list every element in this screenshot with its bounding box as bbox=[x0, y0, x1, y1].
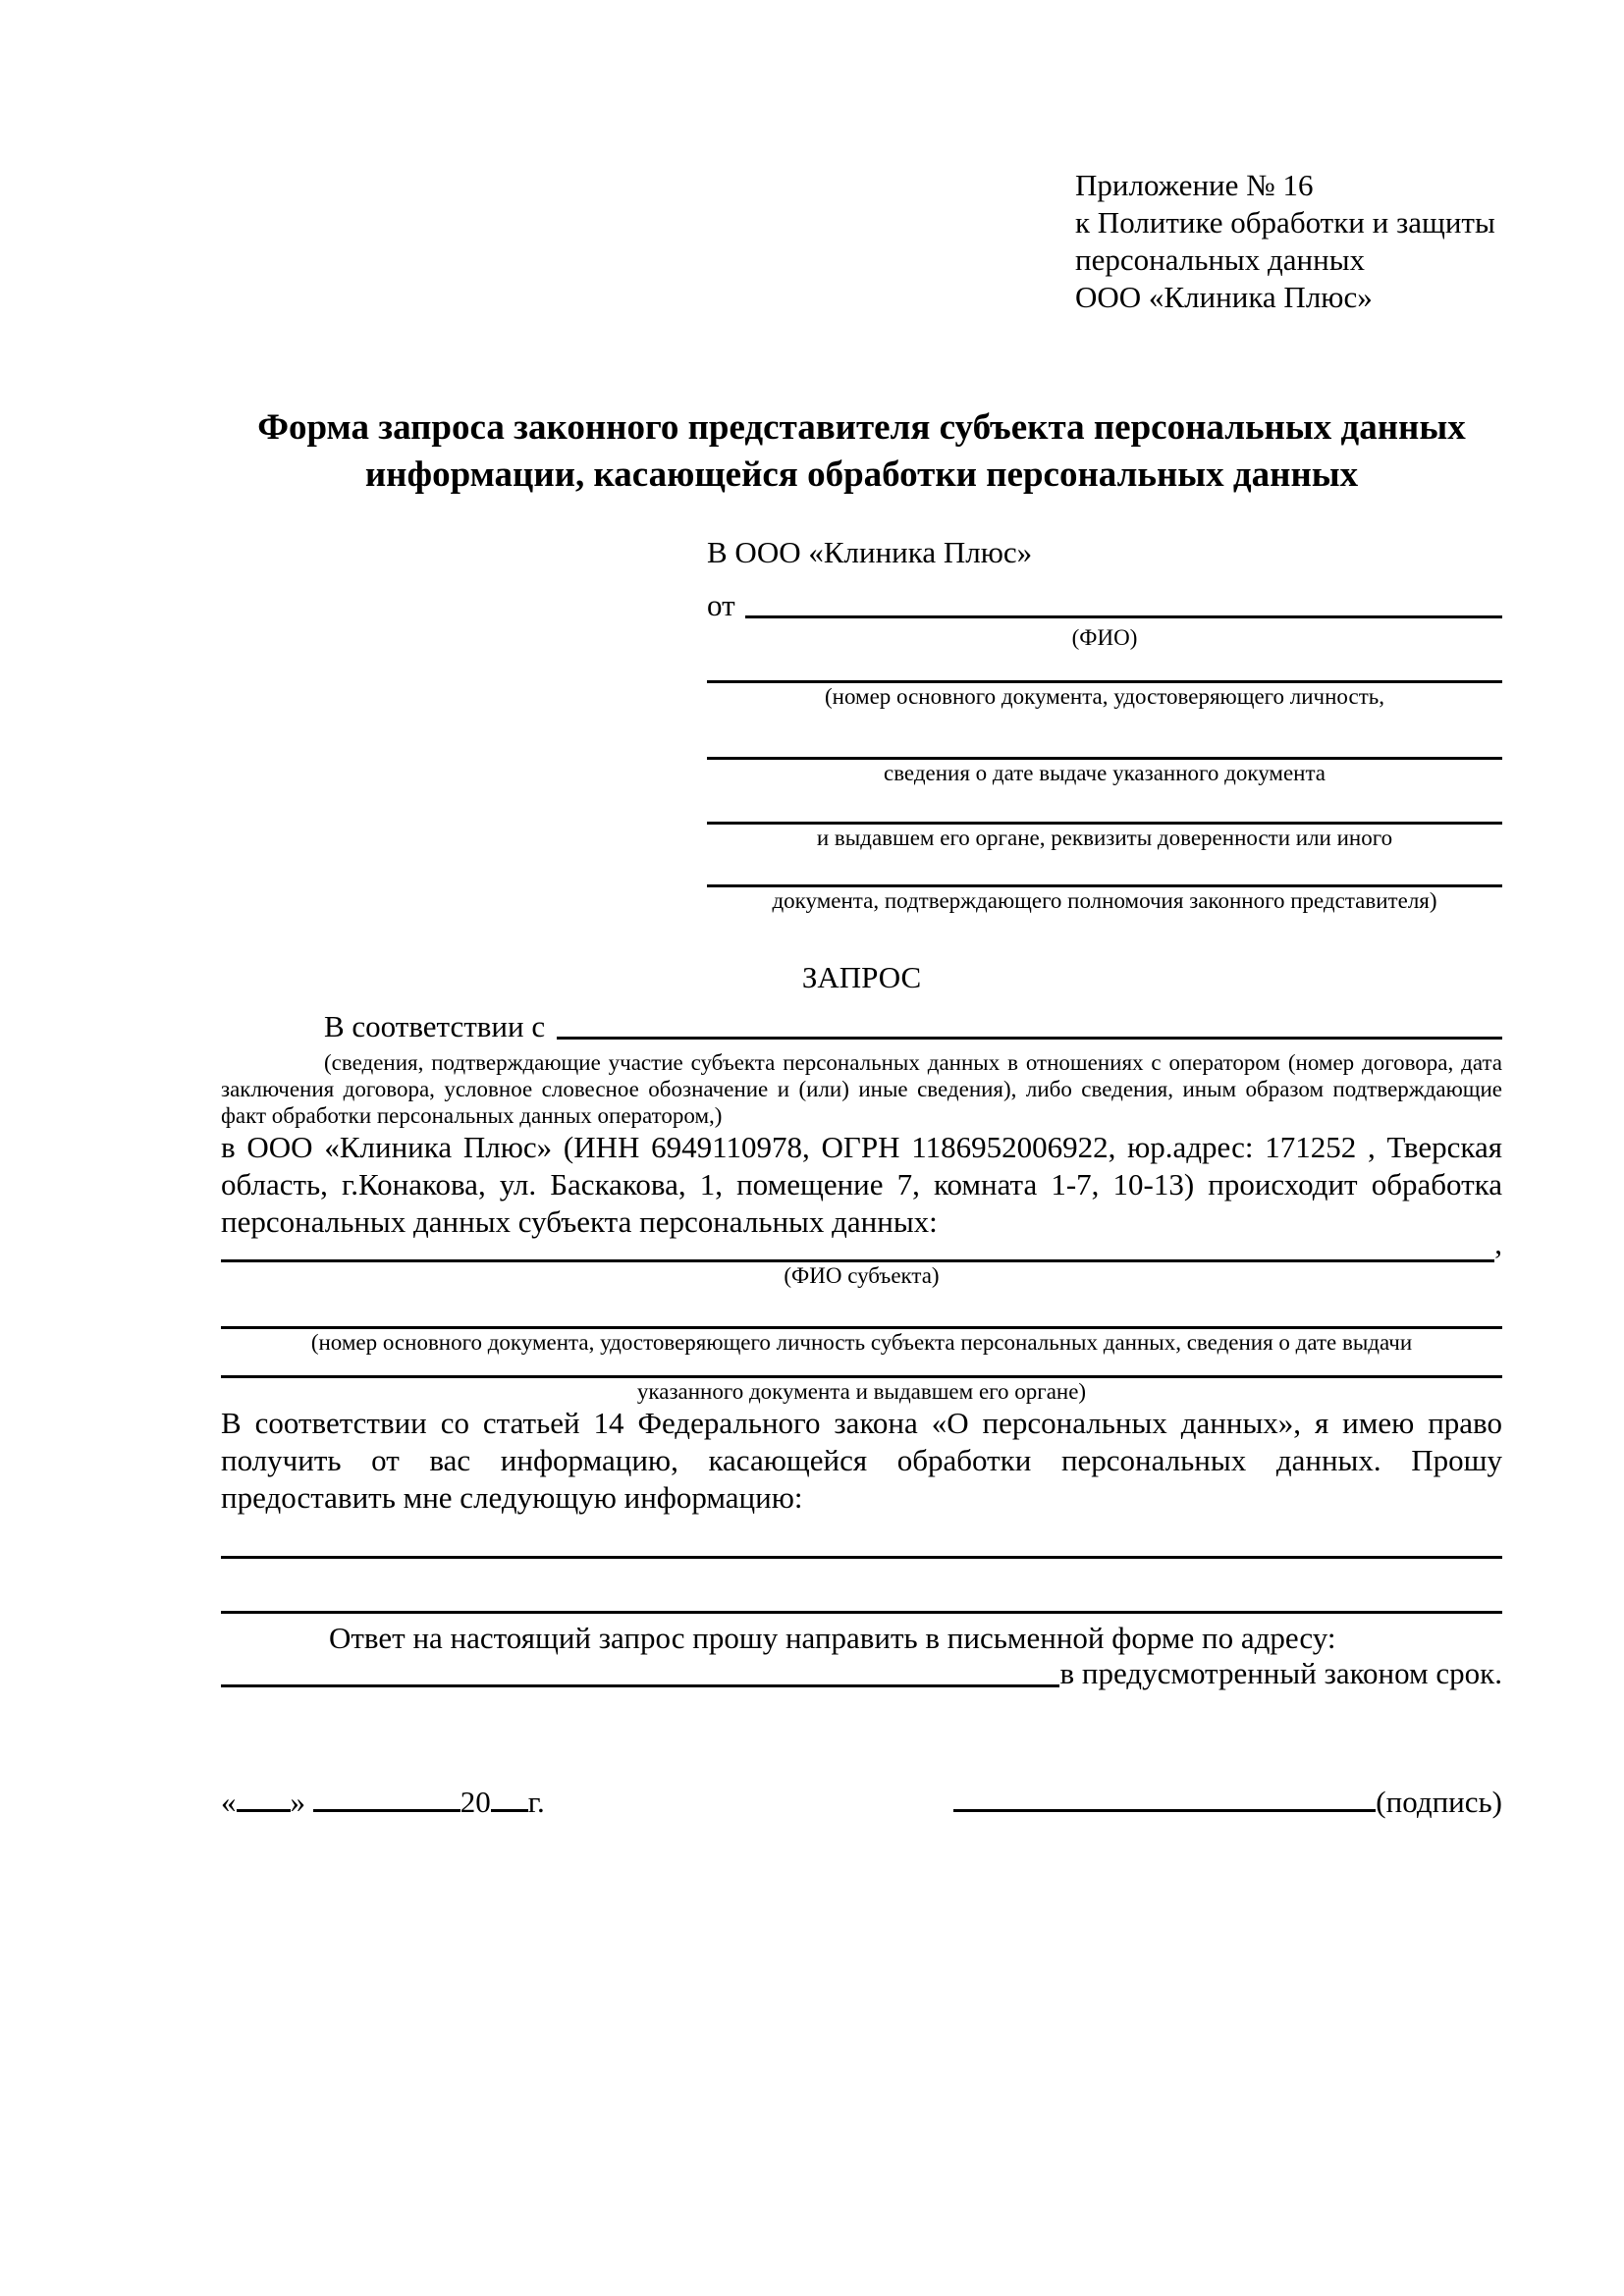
year-prefix: 20 bbox=[460, 1785, 491, 1819]
fio-blank-line bbox=[745, 615, 1502, 618]
date-line bbox=[221, 1780, 545, 1821]
representative-authority-caption: документа, подтверждающего полномочия законного представителя) bbox=[772, 888, 1437, 913]
from-line bbox=[707, 583, 1502, 624]
subject-document-blank-line bbox=[221, 1289, 1502, 1329]
accordance-blank-line bbox=[557, 1037, 1502, 1040]
subject-fio-caption: (ФИО субъекта) bbox=[784, 1263, 940, 1288]
from-label: от bbox=[707, 588, 735, 622]
request-heading: ЗАПРОС bbox=[801, 960, 922, 994]
organization-name-line: ООО «Клиника Плюс» bbox=[1075, 280, 1373, 314]
answer-paragraph: Ответ на настоящий запрос прошу направить в письменной форме по адресу: bbox=[329, 1621, 1336, 1655]
accordance-label: В соответствии с bbox=[324, 1009, 546, 1043]
signature-blank-field bbox=[953, 1780, 1376, 1812]
subject-fio-line-comma: , bbox=[1494, 1226, 1502, 1260]
month-blank-field bbox=[313, 1780, 460, 1812]
answer-address-blank-line bbox=[221, 1684, 1059, 1687]
document-number-blank-line bbox=[707, 651, 1502, 683]
document-title-line-1: Форма запроса законного представителя субъекта персональных данных bbox=[257, 407, 1466, 448]
requested-info-blank-line-2 bbox=[221, 1559, 1502, 1614]
signature-line bbox=[953, 1780, 1502, 1821]
date-signature-row bbox=[221, 1776, 1502, 1821]
fio-caption: (ФИО) bbox=[1071, 625, 1138, 650]
addressee-to-line: В ООО «Клиника Плюс» bbox=[707, 535, 1033, 569]
appendix-header bbox=[1075, 167, 1502, 316]
issue-date-blank-line bbox=[707, 710, 1502, 760]
answer-address-line bbox=[221, 1657, 1502, 1692]
document-title bbox=[221, 404, 1502, 499]
subject-document-authority-blank-line bbox=[221, 1356, 1502, 1378]
year-blank-field bbox=[491, 1780, 528, 1812]
date-quote-open: « bbox=[221, 1785, 237, 1819]
subject-fio-line bbox=[221, 1226, 1502, 1262]
issuing-authority-caption: и выдавшем его органе, реквизиты доверенности или иного bbox=[816, 826, 1393, 850]
issuing-authority-blank-line bbox=[707, 786, 1502, 825]
policy-reference-line-1: к Политике обработки и защиты bbox=[1075, 205, 1495, 240]
addressee-block bbox=[707, 534, 1502, 914]
relationship-evidence-note: (сведения, подтверждающие участие субъекта персональных данных в отношениях с оператором (номер договора, дата заключения договора, условное словесное обозначение и (или) иные сведения), либо сведения, иным образом подтверждающие факт обработки персональных данных оператором,) bbox=[221, 1050, 1502, 1128]
operator-paragraph: в ООО «Клиника Плюс» (ИНН 6949110978, ОГРН 1186952006922, юр.адрес: 171252 , Тверская область, г.Конакова, ул. Баскакова, 1, помещение 7, комната 1-7, 10-13) происходит обработка персональных данных субъекта персональных данных: bbox=[221, 1130, 1502, 1239]
accordance-line bbox=[221, 1006, 1502, 1045]
answer-tail-text: в предусмотренный законом срок. bbox=[1059, 1656, 1502, 1690]
policy-reference-line-2: персональных данных bbox=[1075, 242, 1366, 277]
document-title-line-2: информации, касающейся обработки персональных данных bbox=[364, 454, 1359, 495]
day-blank-field bbox=[237, 1780, 291, 1812]
requested-info-blank-line-1 bbox=[221, 1517, 1502, 1559]
representative-authority-blank-line bbox=[707, 851, 1502, 887]
year-suffix: г. bbox=[527, 1785, 545, 1819]
subject-document-caption-2: указанного документа и выдавшем его органе) bbox=[636, 1379, 1087, 1404]
signature-caption: (подпись) bbox=[1376, 1785, 1502, 1819]
subject-document-caption-1: (номер основного документа, удостоверяющего личность субъекта персональных данных, сведения о дате выдачи bbox=[310, 1330, 1413, 1355]
appendix-number-line: Приложение № 16 bbox=[1075, 168, 1314, 202]
issue-date-caption: сведения о дате выдаче указанного документа bbox=[883, 761, 1326, 785]
date-quote-close: » bbox=[290, 1785, 305, 1819]
law-paragraph: В соответствии со статьей 14 Федерального закона «О персональных данных», я имею право получить от вас информацию, касающейся обработки персональных данных. Прошу предоставить мне следующую информацию: bbox=[221, 1406, 1502, 1515]
document-number-caption: (номер основного документа, удостоверяющего личность, bbox=[824, 684, 1384, 709]
